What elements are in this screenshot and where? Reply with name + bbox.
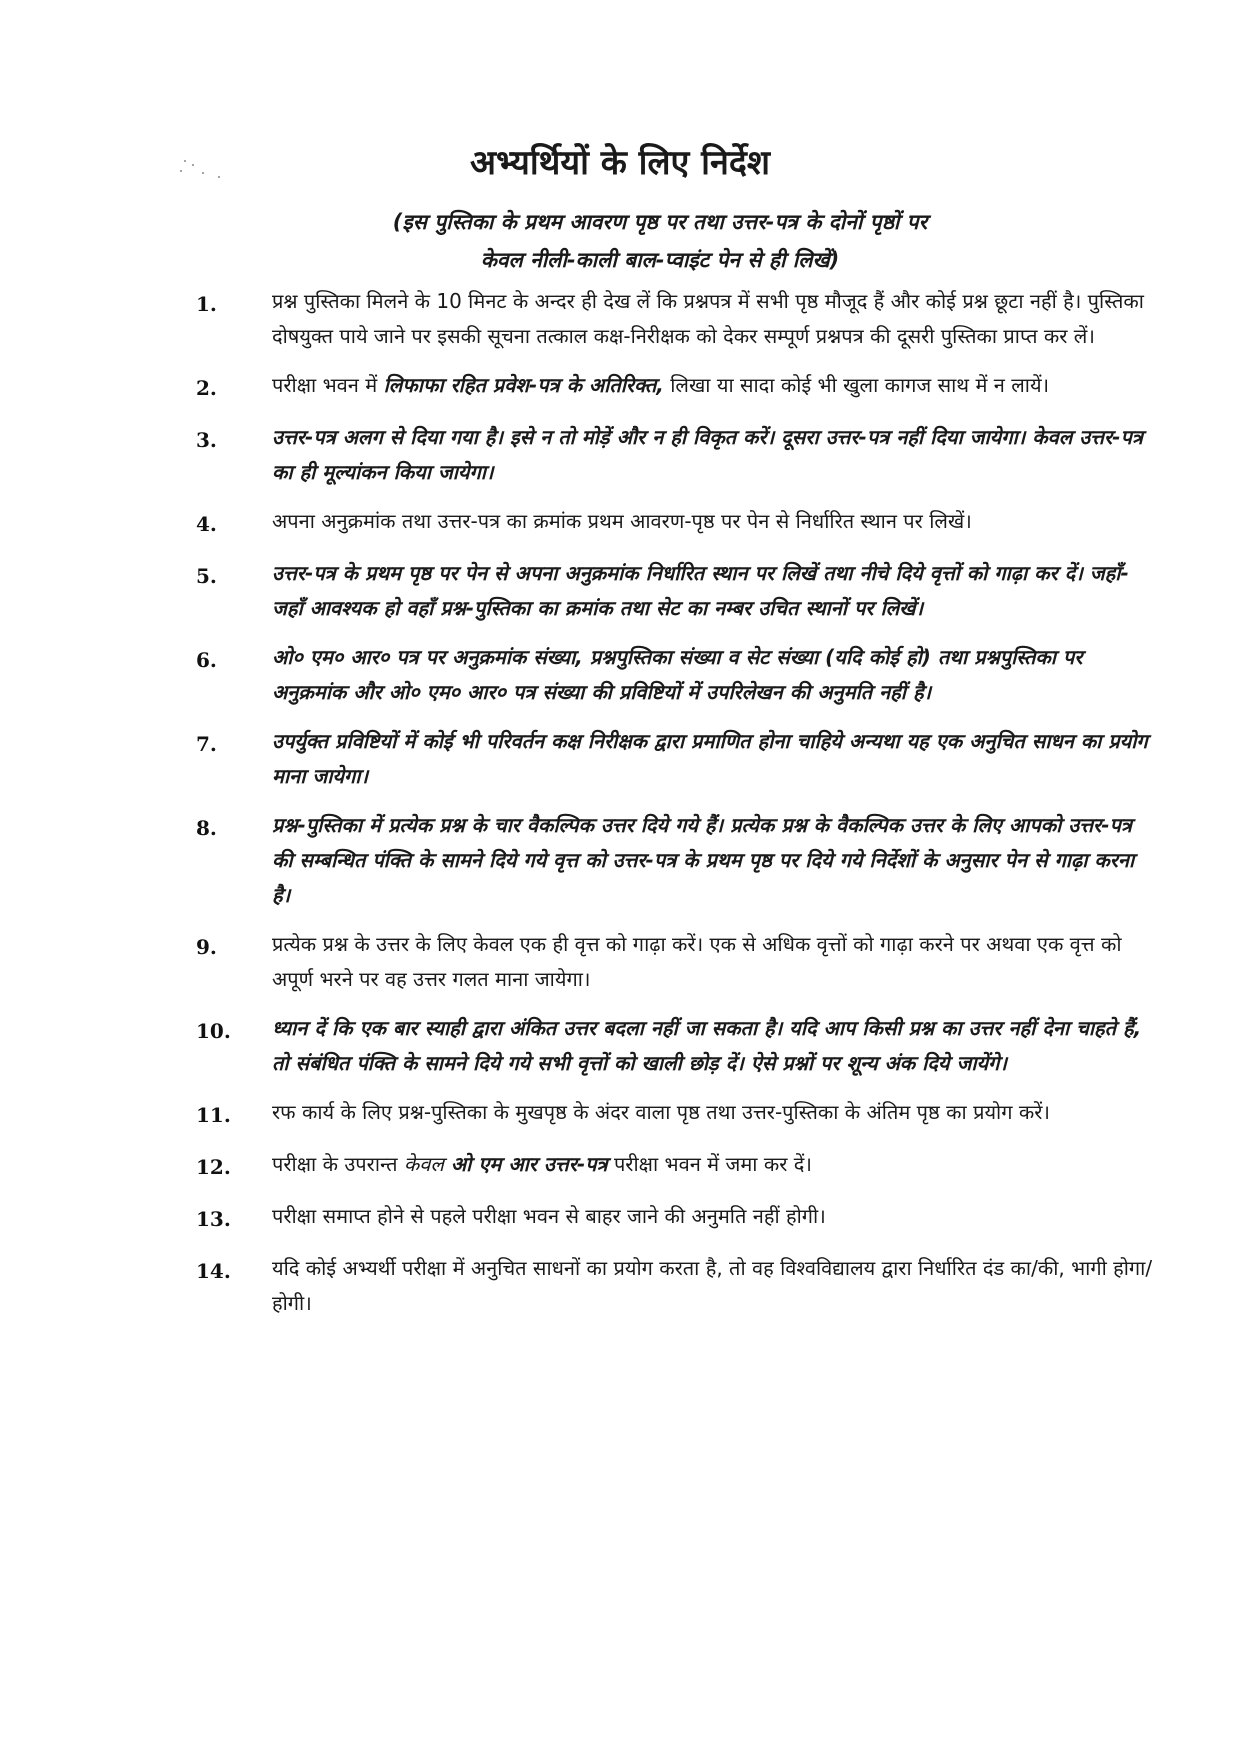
item-number: 12. bbox=[196, 1155, 231, 1179]
instruction-item-5 bbox=[196, 556, 1156, 626]
instruction-item-9 bbox=[196, 927, 1156, 997]
instruction-item-10 bbox=[196, 1011, 1156, 1081]
instruction-item-6 bbox=[196, 640, 1156, 710]
page-title: अभ्यर्थियों के लिए निर्देश bbox=[469, 143, 771, 183]
item-text: ध्यान दें कि एक बार स्याही द्वारा अंकित उत्तर बदला नहीं जा सकता है। यदि आप किसी प्रश्न का उत्तर नहीं देना चाहते हैं, तो संबंधित पंक्ति के सामने दिये गये सभी वृत्तों को खाली छोड़ दें। ऐसे प्रश्नों पर शून्य अंक दिये जायेंगे। bbox=[272, 1016, 1142, 1075]
instruction-item-7 bbox=[196, 724, 1156, 794]
item-number: 3. bbox=[196, 428, 217, 452]
item-text: अपना अनुक्रमांक तथा उत्तर-पत्र का क्रमांक प्रथम आवरण-पृष्ठ पर पेन से निर्धारित स्थान पर लिखें। bbox=[272, 509, 972, 533]
item-text-part: परीक्षा भवन में bbox=[272, 373, 384, 397]
subtitle-line-1: (इस पुस्तिका के प्रथम आवरण पृष्ठ पर तथा उत्तर-पत्र के दोनों पृष्ठों पर bbox=[392, 210, 928, 234]
item-text: ओ० एम० आर० पत्र पर अनुक्रमांक संख्या, प्रश्नपुस्तिका संख्या व सेट संख्या (यदि कोई हो) तथा प्रश्नपुस्तिका पर अनुक्रमांक और ओ० एम० आर० पत्र संख्या की प्रविष्टियों में उपरिलेखन की अनुमति नहीं है। bbox=[272, 645, 1083, 704]
item-number: 9. bbox=[196, 935, 217, 959]
instruction-item-3 bbox=[196, 420, 1156, 490]
item-text-emphasis: ओ एम आर उत्तर-पत्र bbox=[443, 1152, 608, 1176]
item-text-part: लिखा या सादा कोई भी खुला कागज साथ में न लायें। bbox=[663, 373, 1050, 397]
item-number: 2. bbox=[196, 376, 217, 400]
item-number: 14. bbox=[196, 1259, 231, 1283]
item-text: परीक्षा समाप्त होने से पहले परीक्षा भवन से बाहर जाने की अनुमति नहीं होगी। bbox=[272, 1204, 826, 1228]
item-text bbox=[272, 368, 1156, 403]
instruction-item-12 bbox=[196, 1147, 1156, 1185]
subtitle-line-2: केवल नीली-काली बाल-प्वाइंट पेन से ही लिखें) bbox=[480, 248, 840, 272]
item-text: रफ कार्य के लिए प्रश्न-पुस्तिका के मुखपृष्ठ के अंदर वाला पृष्ठ तथा उत्तर-पुस्तिका के अंतिम पृष्ठ का प्रयोग करें। bbox=[272, 1100, 1050, 1124]
instruction-item-8 bbox=[196, 808, 1156, 913]
item-number: 6. bbox=[196, 648, 217, 672]
item-number: 11. bbox=[196, 1103, 231, 1127]
item-text: उत्तर-पत्र के प्रथम पृष्ठ पर पेन से अपना अनुक्रमांक निर्धारित स्थान पर लिखें तथा नीचे दिये वृत्तों को गाढ़ा कर दें। जहाँ-जहाँ आवश्यक हो वहाँ प्रश्न-पुस्तिका का क्रमांक तथा सेट का नम्बर उचित स्थानों पर लिखें। bbox=[272, 561, 1129, 620]
item-text: यदि कोई अभ्यर्थी परीक्षा में अनुचित साधनों का प्रयोग करता है, तो वह विश्वविद्यालय द्वारा निर्धारित दंड का/की, भागी होगा/होगी। bbox=[272, 1256, 1153, 1315]
item-text: उपर्युक्त प्रविष्टियों में कोई भी परिवर्तन कक्ष निरीक्षक द्वारा प्रमाणित होना चाहिये अन्यथा यह एक अनुचित साधन का प्रयोग माना जायेगा। bbox=[272, 729, 1148, 788]
item-number: 1. bbox=[196, 292, 217, 316]
item-text-part: परीक्षा भवन में जमा कर दें। bbox=[607, 1152, 812, 1176]
instruction-item-14 bbox=[196, 1251, 1156, 1321]
item-number: 13. bbox=[196, 1207, 231, 1231]
item-number: 8. bbox=[196, 816, 217, 840]
item-text-italic: केवल bbox=[403, 1152, 444, 1176]
instruction-item-13 bbox=[196, 1199, 1156, 1237]
instructions-list bbox=[196, 284, 1156, 1335]
instruction-item-1 bbox=[196, 284, 1156, 354]
item-text-emphasis: लिफाफा रहित प्रवेश-पत्र के अतिरिक्त, bbox=[383, 373, 664, 397]
item-text-part: परीक्षा के उपरान्त bbox=[272, 1152, 404, 1176]
item-number: 5. bbox=[196, 564, 217, 588]
item-text bbox=[272, 1147, 1156, 1182]
item-number: 10. bbox=[196, 1019, 231, 1043]
instruction-item-2 bbox=[196, 368, 1156, 406]
item-text: प्रश्न-पुस्तिका में प्रत्येक प्रश्न के चार वैकल्पिक उत्तर दिये गये हैं। प्रत्येक प्रश्न के वैकल्पिक उत्तर के लिए आपको उत्तर-पत्र की सम्बन्धित पंक्ति के सामने दिये गये वृत्त को उत्तर-पत्र के प्रथम पृष्ठ पर दिये गये निर्देशों के अनुसार पेन से गाढ़ा करना है। bbox=[272, 813, 1135, 907]
instruction-item-11 bbox=[196, 1095, 1156, 1133]
item-number: 4. bbox=[196, 512, 217, 536]
item-number: 7. bbox=[196, 732, 217, 756]
instruction-item-4 bbox=[196, 504, 1156, 542]
item-text: प्रत्येक प्रश्न के उत्तर के लिए केवल एक ही वृत्त को गाढ़ा करें। एक से अधिक वृत्तों को गाढ़ा करने पर अथवा एक वृत्त को अपूर्ण भरने पर वह उत्तर गलत माना जायेगा। bbox=[272, 932, 1122, 991]
item-text: प्रश्न पुस्तिका मिलने के 10 मिनट के अन्दर ही देख लें कि प्रश्नपत्र में सभी पृष्ठ मौजूद हैं और कोई प्रश्न छूटा नहीं है। पुस्तिका दोषयुक्त पाये जाने पर इसकी सूचना तत्काल कक्ष-निरीक्षक को देकर सम्पूर्ण प्रश्नपत्र की दूसरी पुस्तिका प्राप्त कर लें। bbox=[272, 289, 1144, 348]
item-text: उत्तर-पत्र अलग से दिया गया है। इसे न तो मोड़ें और न ही विकृत करें। दूसरा उत्तर-पत्र नहीं दिया जायेगा। केवल उत्तर-पत्र का ही मूल्यांकन किया जायेगा। bbox=[272, 425, 1143, 484]
